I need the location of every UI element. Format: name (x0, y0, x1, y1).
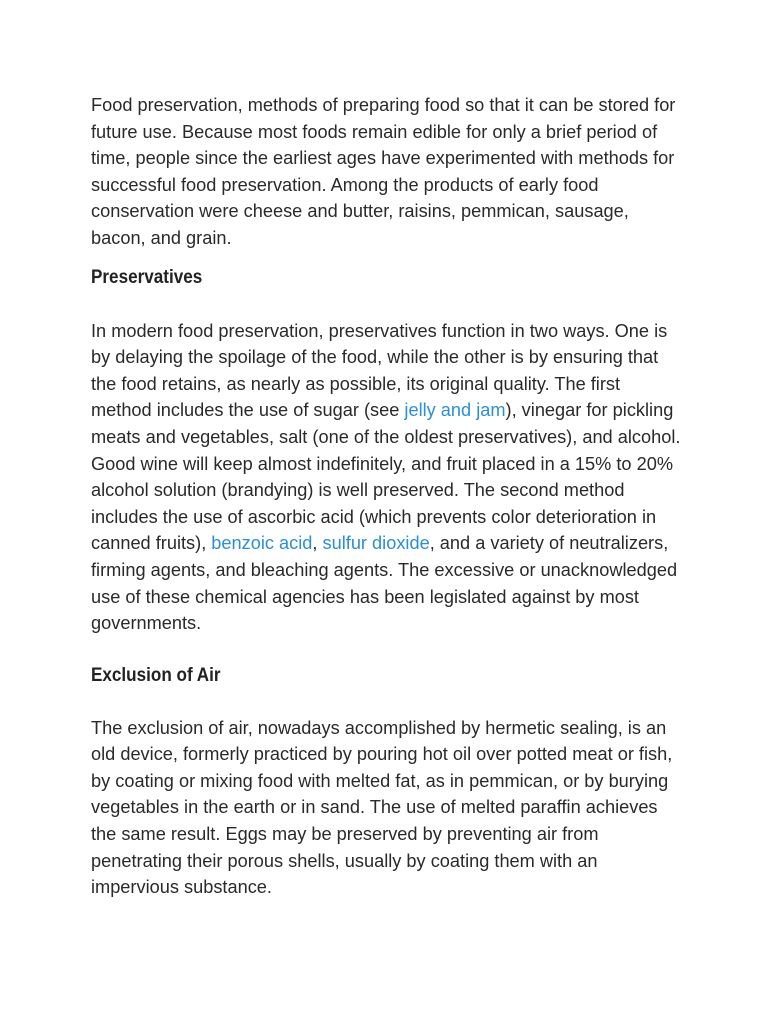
preservatives-text-3: , (312, 533, 323, 554)
link-sulfur-dioxide[interactable]: sulfur dioxide (322, 533, 430, 554)
article-body (91, 92, 681, 901)
preservatives-paragraph (91, 318, 681, 637)
preservatives-text-2: ), vinegar for pickling meats and vegetables, salt (one of the oldest preservatives), and alcohol. Good wine will keep almost indefinitely, and fruit placed in a 15% to 20% alcohol solution (brandying) is well preserved. The second method includes the use of ascorbic acid (which prevents color deterioration in canned fruits), (91, 400, 681, 554)
preservatives-text-4: , and a variety of neutralizers, firming agents, and bleaching agents. The excessive or unacknowledged use of these chemical agencies has been legislated against by most governments. (91, 533, 678, 634)
preservatives-text-1: In modern food preservation, preservatives function in two ways. One is by delaying the spoilage of the food, while the other is by ensuring that the food retains, as nearly as possible, its original quality. The first method includes the use of sugar (see (91, 320, 668, 421)
section-heading-exclusion-of-air: Exclusion of Air (91, 664, 221, 686)
intro-paragraph: Food preservation, methods of preparing food so that it can be stored for future use. Because most foods remain edible for only a brief period of time, people since the earliest ages have experimented with methods for successful food preservation. Among the products of early food conservation were cheese and butter, raisins, pemmican, sausage, bacon, and grain. (91, 95, 676, 248)
link-benzoic-acid[interactable]: benzoic acid (211, 533, 313, 554)
link-jelly-and-jam[interactable]: jelly and jam (404, 400, 506, 421)
exclusion-of-air-paragraph: The exclusion of air, nowadays accomplished by hermetic sealing, is an old device, formerly practiced by pouring hot oil over potted meat or fish, by coating or mixing food with melted fat, as in pemmican, or by burying vegetables in the earth or in sand. The use of melted paraffin achieves the same result. Eggs may be preserved by preventing air from penetrating their porous shells, usually by coating them with an impervious substance. (91, 717, 673, 898)
section-heading-preservatives: Preservatives (91, 266, 203, 288)
